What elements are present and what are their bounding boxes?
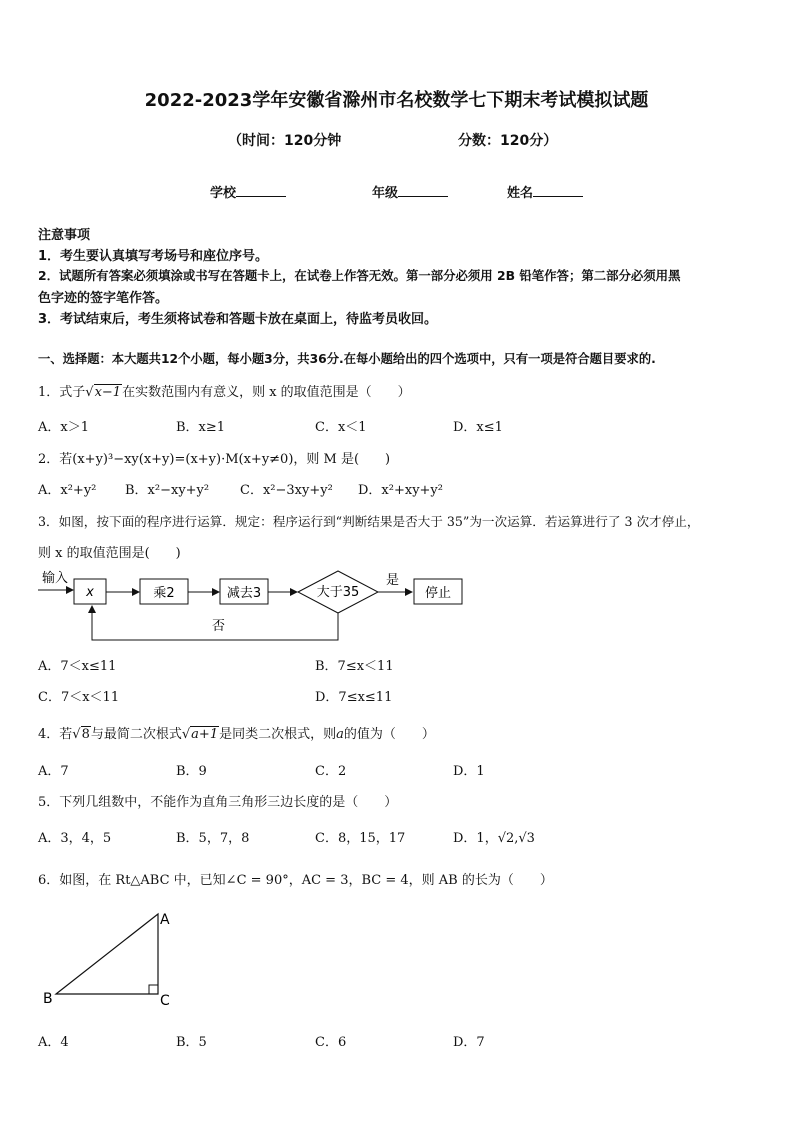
flow-condition-text: 大于35 [316,585,360,600]
q2-option-b: B．x²−xy+y² [125,483,210,498]
q1-option-a: A．x＞1 [38,420,89,435]
q1-option-d: D．x≤1 [453,420,503,435]
q3-option-a: A．7＜x≤11 [38,659,117,674]
q5-option-d: D．1，√2,√3 [453,831,535,846]
name-field: 姓名 [507,182,583,201]
flow-stop-text: 停止 [424,586,452,601]
flowchart [36,566,476,646]
question-6: 6．如图，在 Rt△ABC 中，已知∠C = 90°，AC = 3，BC = 4，则 AB 的长为（ ） [38,873,553,888]
flow-no-label: 否 [212,619,226,634]
notice-heading: 注意事项 [38,228,91,243]
section-heading: 一、选择题：本大题共12个小题，每小题3分，共36分.在每小题给出的四个选项中，只有一项是符合题目要求的. [38,352,656,366]
exam-score: 分数：120分） [458,133,558,149]
triangle-figure [36,905,186,1010]
flow-input-label: 输入 [42,571,69,586]
question-3-line-2: 则 x 的取值范围是( ) [38,546,181,561]
vertex-b-label: B [43,991,53,1007]
q2-option-c: C．x²−3xy+y² [240,483,333,498]
flow-multiply-text: 乘2 [153,586,175,601]
q2-option-d: D．x²+xy+y² [358,483,443,498]
question-4: 4．若√8与最简二次根式√a+1是同类二次根式，则a的值为（ ） [38,727,435,742]
q4-option-b: B．9 [176,764,207,779]
question-1: 1．式子√x−1在实数范围内有意义，则 x 的取值范围是（ ） [38,385,411,400]
question-2: 2．若(x+y)³−xy(x+y)=(x+y)·M(x+y≠0)，则 M 是( ) [38,452,391,467]
q2-option-a: A．x²+y² [38,483,97,498]
school-field: 学校 [210,182,286,201]
q6-option-a: A．4 [38,1035,69,1050]
q6-option-d: D．7 [453,1035,485,1050]
right-angle-mark [149,985,158,994]
q6-option-b: B．5 [176,1035,207,1050]
exam-time: （时间：120分钟 [228,133,342,149]
notice-line-2: 2．试题所有答案必须填涂或书写在答题卡上，在试卷上作答无效。第一部分必须用 2B 铅笔作答；第二部分必须用黑 [38,268,681,283]
flow-yes-label: 是 [386,573,400,588]
q5-option-c: C．8，15，17 [315,831,406,846]
q1-option-b: B．x≥1 [176,420,226,435]
q3-option-d: D．7≤x≤11 [315,690,393,705]
q5-option-b: B．5，7，8 [176,831,250,846]
q4-option-c: C．2 [315,764,347,779]
q3-option-c: C．7＜x＜11 [38,690,120,705]
q3-option-b: B．7≤x＜11 [315,659,394,674]
flow-subtract-text: 减去3 [226,586,262,601]
question-5: 5．下列几组数中，不能作为直角三角形三边长度的是（ ） [38,795,398,810]
q6-option-c: C．6 [315,1035,347,1050]
q1-option-c: C．x＜1 [315,420,367,435]
question-3: 3．如图，按下面的程序进行运算．规定：程序运行到“判断结果是否大于 35”为一次运算．若运算进行了 3 次才停止， [38,514,700,529]
vertex-a-label: A [160,912,170,928]
vertex-c-label: C [160,993,170,1009]
notice-line-2b: 色字迹的签字笔作答。 [38,291,169,306]
q5-option-a: A．3，4，5 [38,831,112,846]
notice-line-1: 1．考生要认真填写考场号和座位序号。 [38,249,269,264]
q4-option-a: A．7 [38,764,69,779]
notice-line-3: 3．考试结束后，考生须将试卷和答题卡放在桌面上，待监考员收回。 [38,312,438,327]
exam-title: 2022-2023学年安徽省滁州市名校数学七下期末考试模拟试题 [144,90,649,111]
grade-field: 年级 [372,182,448,201]
flow-x-text: x [86,585,94,600]
q4-option-d: D．1 [453,764,485,779]
triangle-abc [56,914,158,994]
